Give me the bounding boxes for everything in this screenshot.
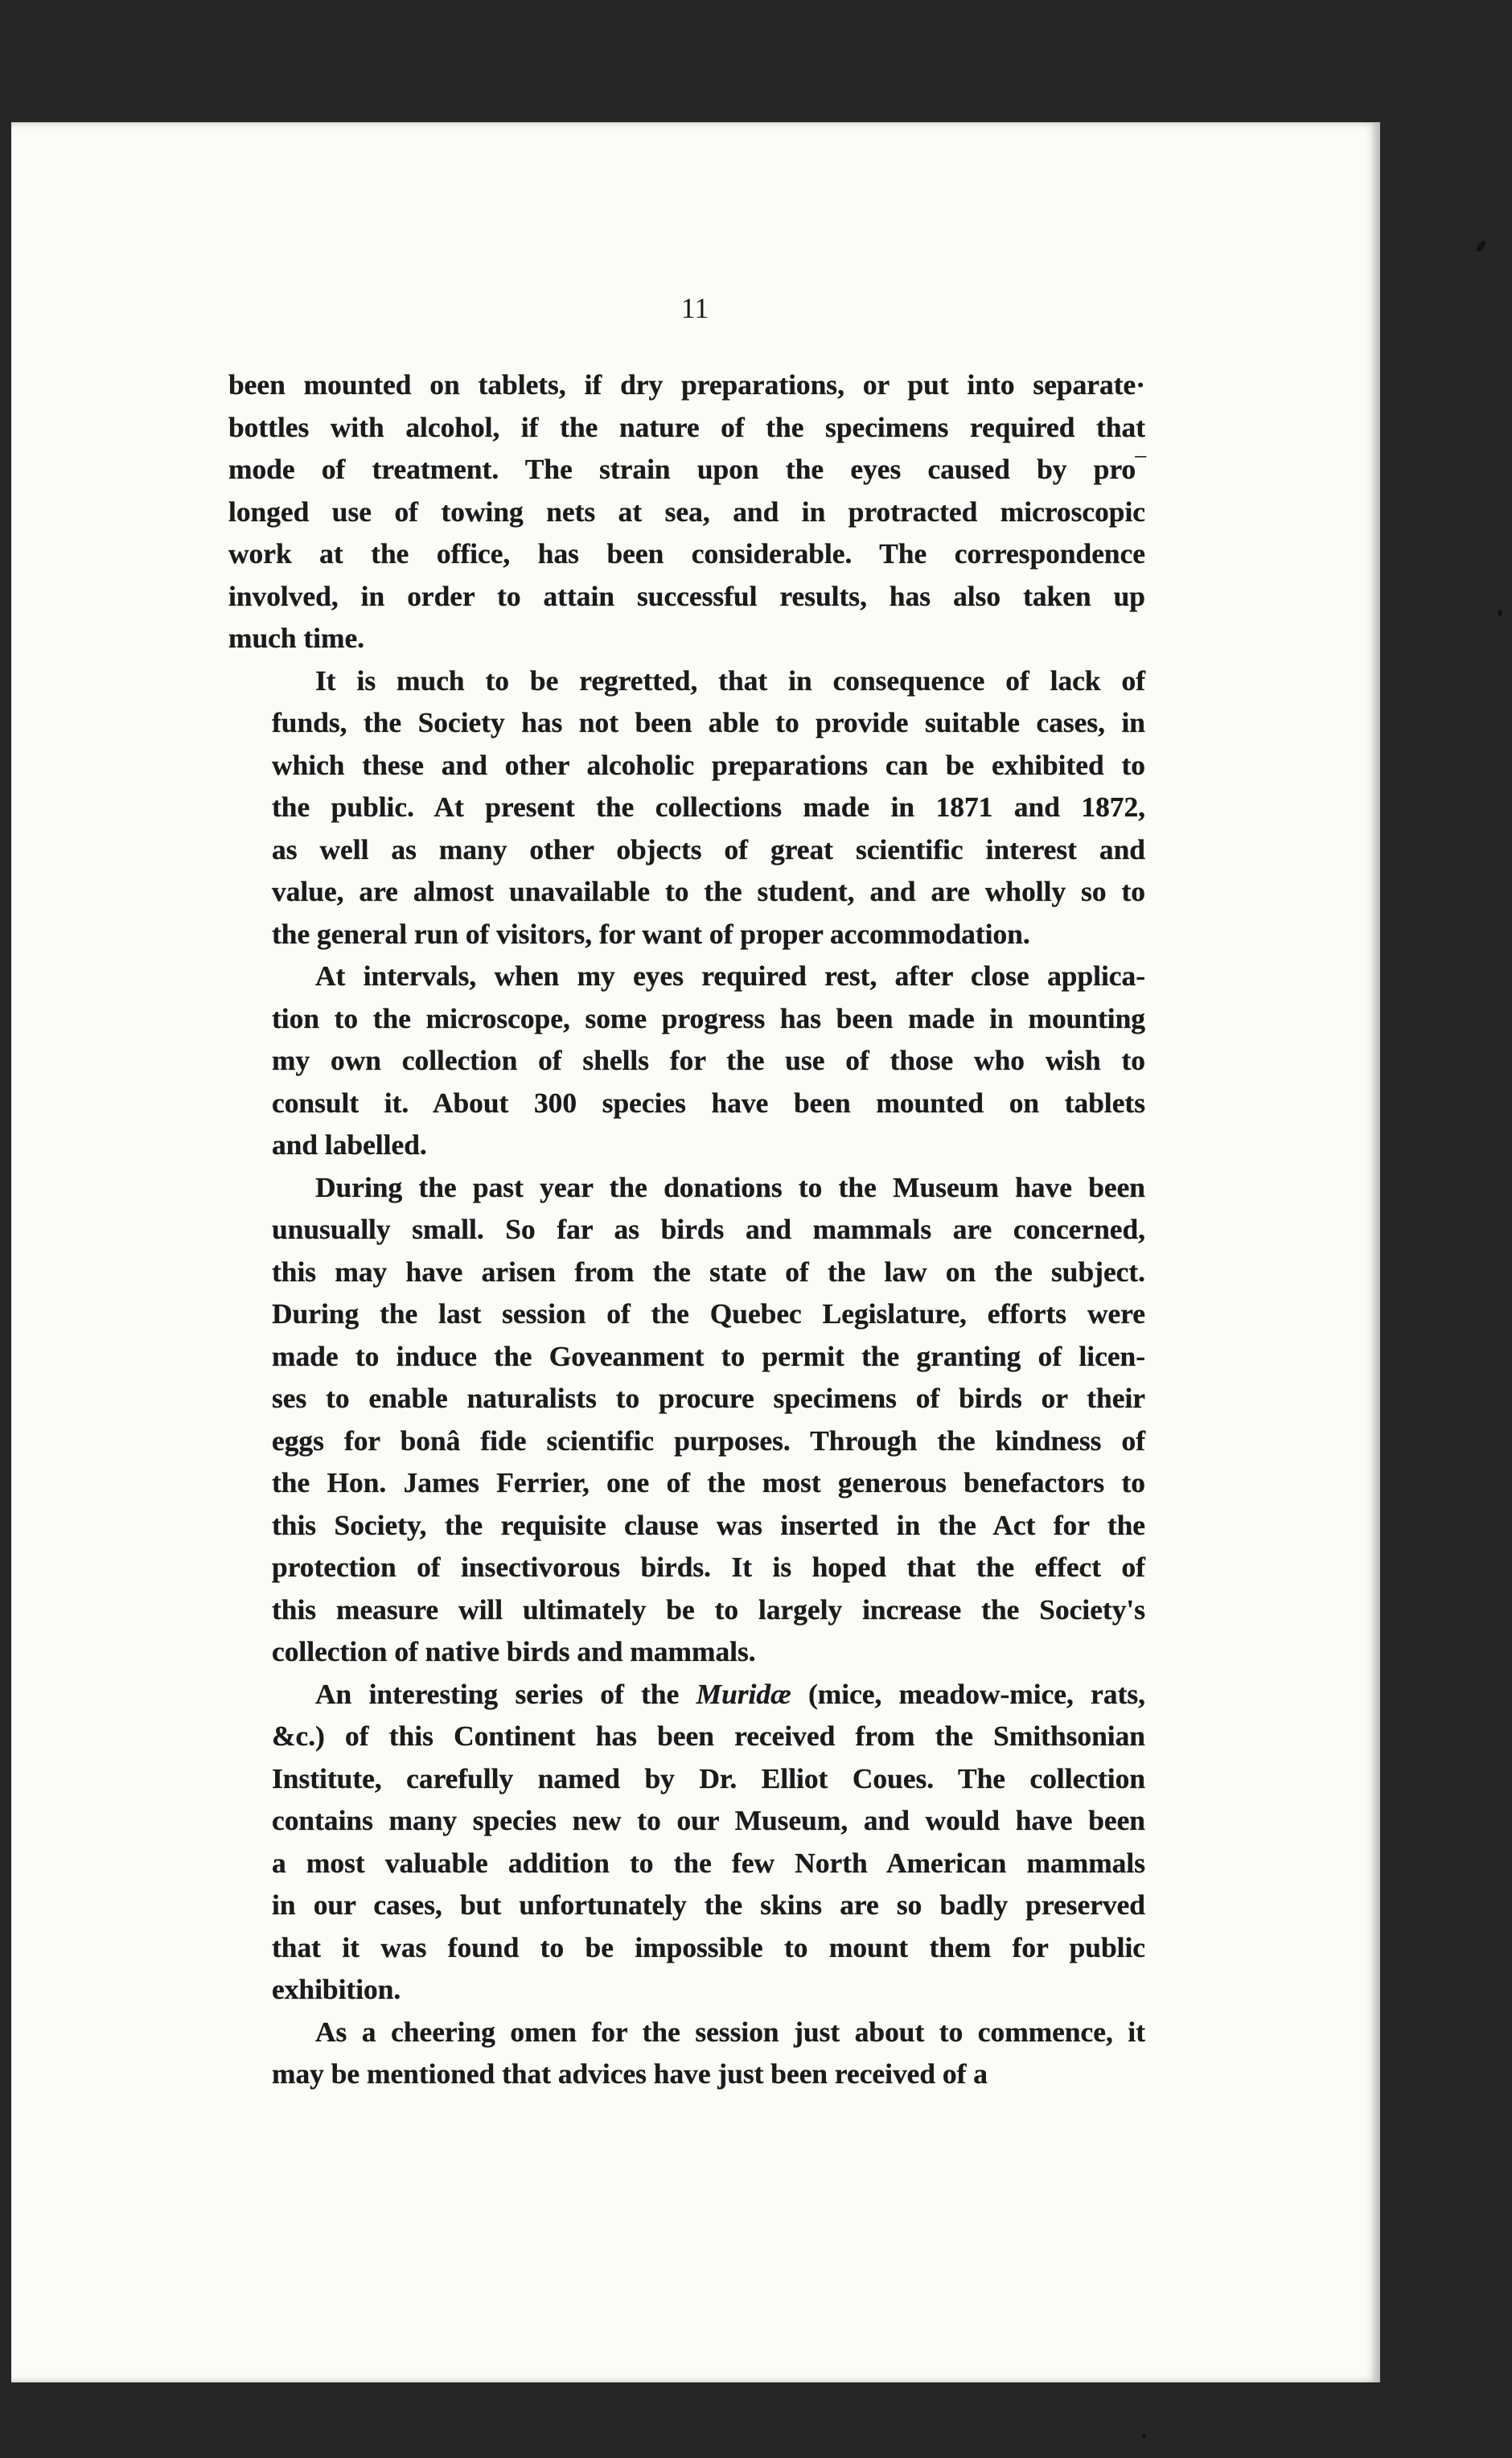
paragraph — [228, 1166, 1145, 1673]
text-line: &c.) of this Continent has been received from the Smithsonian — [272, 1720, 1145, 1752]
text-line: that it was found to be impossible to mount them for public — [272, 1930, 1145, 1963]
document-page — [11, 122, 1378, 2382]
text-line: collection of native birds and mammals. — [272, 1635, 756, 1667]
text-line: consult it. About 300 species have been mounted on tablets — [272, 1086, 1145, 1119]
paragraph — [228, 660, 1145, 956]
text-line: which these and other alcoholic preparations can be exhibited to — [272, 748, 1145, 781]
page-number: 11 — [680, 292, 709, 324]
text-line: tion to the microscope, some progress has been made in mounting — [272, 1001, 1145, 1034]
text-line: ses to enable naturalists to procure specimens of birds or their — [272, 1382, 1145, 1414]
text-line: made to induce the Goveanment to permit the granting of licen- — [272, 1339, 1145, 1372]
text-line: protection of insectivorous birds. It is hoped that the effect of — [272, 1551, 1145, 1583]
text-line: unusually small. So far as birds and mammals are concerned, — [272, 1213, 1145, 1245]
text-line: longed use of towing nets at sea, and in protracted microscopic — [228, 495, 1145, 528]
text-line: the general run of visitors, for want of proper accommodation. — [272, 917, 1030, 950]
text-line: this measure will ultimately be to largely increase the Society's — [272, 1593, 1145, 1626]
text-line: bottles with alcohol, if the nature of the specimens required that — [228, 410, 1145, 443]
text-line: Institute, carefully named by Dr. Elliot Coues. The collection — [272, 1761, 1145, 1794]
text-line: It is much to be regretted, that in consequence of lack of — [315, 664, 1145, 697]
text-line: as well as many other objects of great scientific interest and — [272, 832, 1145, 865]
text-line: contains many species new to our Museum, and would have been — [272, 1804, 1145, 1836]
text-line: An interesting series of the Muridæ (mice, meadow-mice, rats, — [315, 1677, 1145, 1710]
text-line: the Hon. James Ferrier, one of the most generous benefactors to — [272, 1466, 1145, 1498]
text-line: exhibition. — [272, 1973, 401, 2005]
text-line: At intervals, when my eyes required rest, after close applica- — [315, 960, 1145, 992]
text-line: in our cases, but unfortunately the skins are so badly preserved — [272, 1889, 1145, 1921]
text-line: much time. — [228, 622, 365, 654]
taxon-name: Muridæ — [696, 1677, 791, 1710]
text-line: value, are almost unavailable to the student, and are wholly so to — [272, 875, 1145, 907]
text-line: During the past year the donations to the Museum have been — [315, 1170, 1145, 1203]
text-line: may be mentioned that advices have just been received of a — [272, 2057, 988, 2090]
paragraph — [228, 2011, 1145, 2095]
text-line: this Society, the requisite clause was inserted in the Act for the — [272, 1508, 1145, 1541]
text-line: the public. At present the collections made in 1871 and 1872, — [272, 791, 1145, 823]
text-line: my own collection of shells for the use of those who wish to — [272, 1044, 1145, 1076]
text-line: a most valuable addition to the few North American mammals — [272, 1846, 1145, 1879]
text-line: As a cheering omen for the session just about to commence, it — [315, 2015, 1145, 2048]
text-line: funds, the Society has not been able to provide suitable cases, in — [272, 706, 1145, 738]
text-line: mode of treatment. The strain upon the eyes caused by pro‾ — [228, 453, 1145, 485]
paragraph — [228, 955, 1145, 1166]
text-line: and labelled. — [272, 1128, 427, 1161]
body-text — [228, 364, 1145, 2095]
text-line: eggs for bonâ fide scientific purposes. Through the kindness of — [272, 1424, 1145, 1457]
text-line: this may have arisen from the state of the law on the subject. — [272, 1255, 1145, 1288]
text-line: work at the office, has been considerable. The correspondence — [228, 537, 1145, 569]
text-line: been mounted on tablets, if dry preparations, or put into separate· — [228, 368, 1145, 401]
paragraph — [228, 1673, 1145, 2011]
text-line: involved, in order to attain successful results, has also taken up — [228, 579, 1145, 612]
text-line: During the last session of the Quebec Legislature, efforts were — [272, 1297, 1145, 1330]
paragraph — [228, 364, 1145, 660]
